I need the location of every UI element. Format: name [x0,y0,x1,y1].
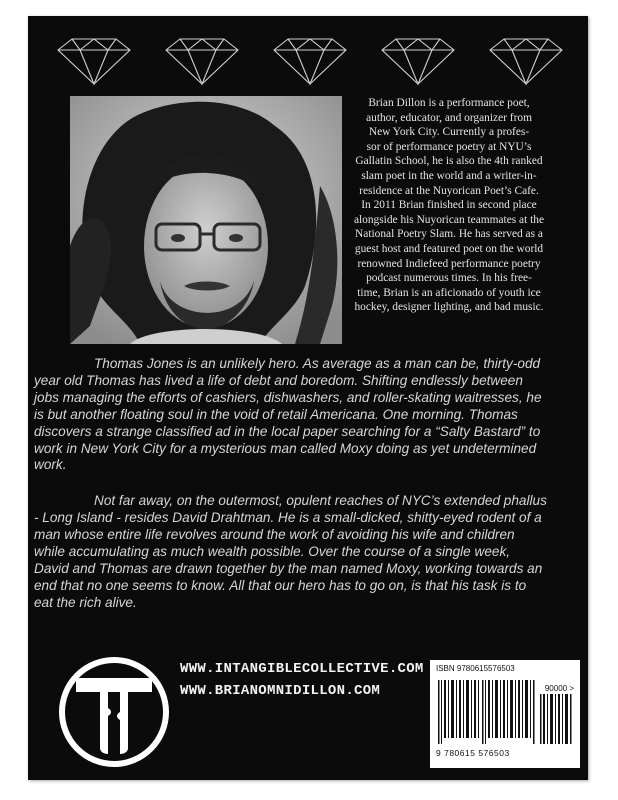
barcode-bars [438,680,536,744]
bio-line: slam poet in the world and a writer-in- [361,169,537,182]
publisher-url[interactable]: WWW.INTANGIBLECOLLECTIVE.COM [180,661,424,677]
bio-line: New York City. Currently a profes- [368,126,530,139]
author-photo [70,96,342,344]
diamond-icon [488,36,564,86]
bio-line: Gallatin School, he is also the 4th ranked [355,155,543,168]
isbn-barcode [430,660,580,768]
isbn-label: ISBN 9780615576503 [436,664,515,673]
diamond-icon [56,36,132,86]
bio-line: National Poetry Slam. He has served as a [355,228,543,241]
bio-line: Brian Dillon is a performance poet, [368,97,530,109]
bio-line: sor of performance poetry at NYU’s [366,140,532,153]
bio-line: hockey, designer lighting, and bad music. [354,301,544,314]
author-bio [318,96,580,315]
bio-line: author, educator, and organizer from [366,111,532,124]
diamond-ornament-row [56,36,566,86]
author-url[interactable]: WWW.BRIANOMNIDILLON.COM [180,683,381,699]
price-code: 90000 > [544,684,574,693]
diamond-icon [272,36,348,86]
diamond-icon [380,36,456,86]
publisher-logo-icon [58,656,170,768]
price-barcode-bars [540,694,572,744]
diamond-icon [164,36,240,86]
bio-line: alongside his Nuyorican teammates at the [353,213,545,226]
isbn-digits: 9 780615 576503 [436,748,510,758]
website-links [180,658,442,702]
bio-line: renowned Indiefeed performance poetry [357,257,541,270]
bio-line: time, Brian is an aficionado of youth ice [357,286,541,299]
synopsis-paragraph: Not far away, on the outermost, opulent reaches of NYC’s extended phallus - Long Island - resides David Drahtman. He is a small-dicked, shitty-eyed rodent of a man whose entire life revolves around the work of avoiding his wife and children while accumulating as much wealth possible. Over the course of a single week, David and Thomas are drawn together by the man named Moxy, working towards an end that no one seems to know. All that our hero has to go on, is that his task is to eat the rich alive. [34,493,547,610]
back-cover [28,16,588,780]
bio-line: residence at the Nuyorican Poet’s Cafe. [359,184,539,197]
synopsis-paragraph: Thomas Jones is an unlikely hero. As average as a man can be, thirty-odd year old Thomas has lived a life of debt and boredom. Shifting endlessly between jobs managing the efforts of cashiers, dishwashers, and roller-skating waitresses, he is but another floating soul in the void of retail Americana. One morning. Thomas discovers a strange classified ad in the local paper searching for a “Salty Bastard” to work in New York City for a mysterious man called Moxy doing as yet undetermined work. [34,356,542,473]
bio-line: guest host and featured poet on the world [354,242,544,255]
bio-line: In 2011 Brian finished in second place [361,199,537,212]
bio-line: podcast numerous times. In his free- [366,272,532,285]
book-synopsis [28,356,554,612]
